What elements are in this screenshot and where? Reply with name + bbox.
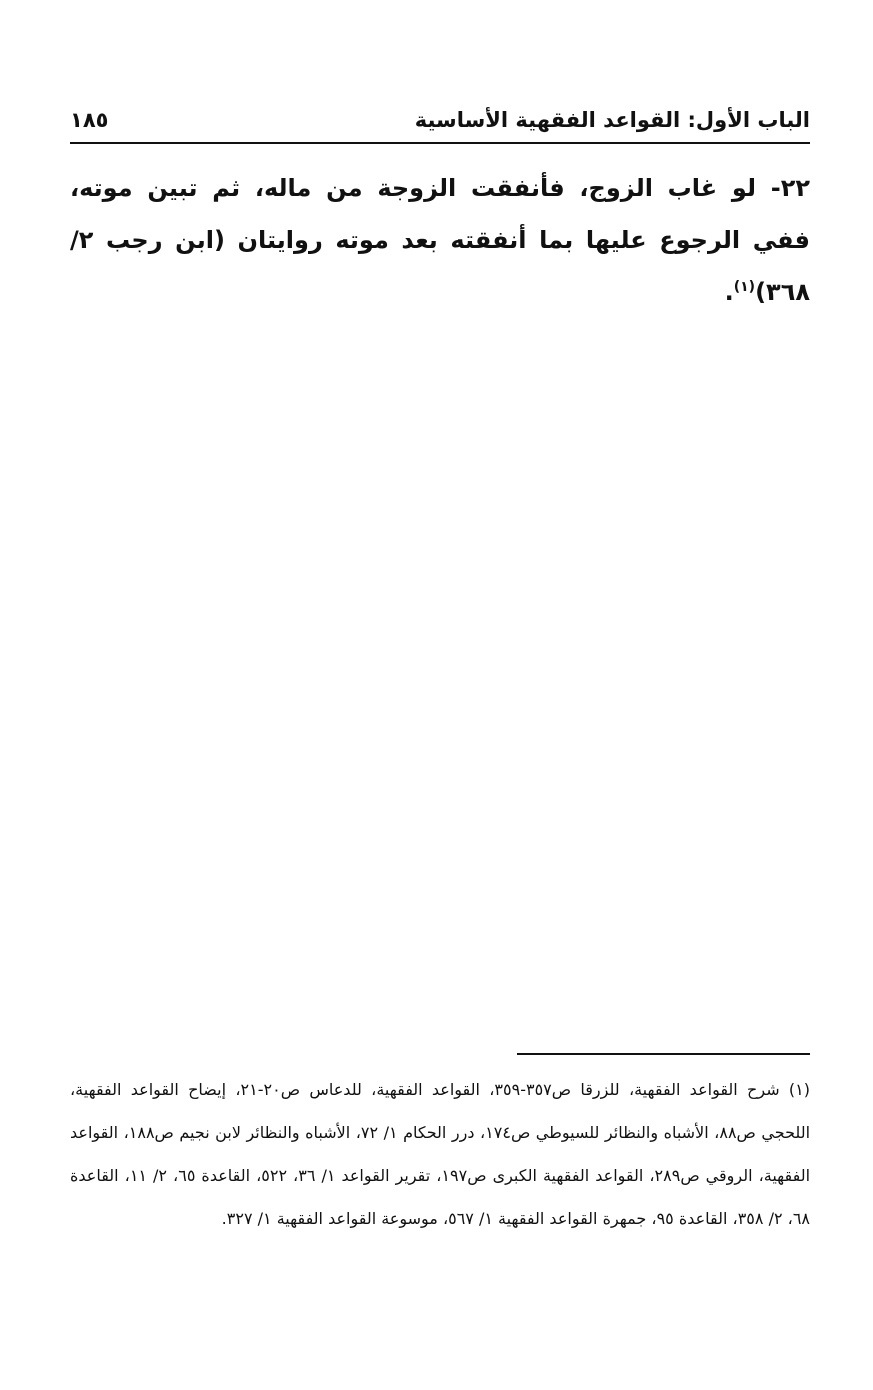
main-paragraph bbox=[70, 162, 810, 318]
page-number: ١٨٥ bbox=[70, 108, 109, 132]
header-rule bbox=[70, 142, 810, 144]
footnote bbox=[70, 1068, 810, 1240]
chapter-title: الباب الأول: القواعد الفقهية الأساسية bbox=[414, 108, 810, 132]
footnote-reference: (١) bbox=[733, 279, 756, 295]
running-header bbox=[70, 101, 810, 139]
footnote-separator bbox=[517, 1053, 810, 1055]
footnote-text: شرح القواعد الفقهية، للزرقا ص٣٥٧-٣٥٩، القواعد الفقهية، للدعاس ص٢٠-٢١، إيضاح القواعد الفقهية، اللحجي ص٨٨، الأشباه والنظائر للسيوطي ص١٧٤، درر الحكام ١/ ٧٢، الأشباه والنظائر لابن نجيم ص١٨٨، القواعد الفقهية، الروقي ص٢٨٩، القواعد الفقهية الكبرى ص١٩٧، تقرير القواعد ١/ ٣٦، ٥٢٢، القاعدة ٦٥، ٢/ ١١، القاعدة ٦٨، ٢/ ٣٥٨، القاعدة ٩٥، جمهرة القواعد الفقهية ١/ ٥٦٧، موسوعة القواعد الفقهية ١/ ٣٢٧. bbox=[70, 1080, 811, 1228]
paragraph-text: ٢٢- لو غاب الزوج، فأنفقت الزوجة من ماله، ثم تبين موته، ففي الرجوع عليها بما أنفقته بعد موته روايتان (ابن رجب ٢/ ٣٦٨) bbox=[70, 174, 810, 306]
paragraph-end-punctuation: . bbox=[724, 278, 734, 306]
footnote-marker: (١) bbox=[788, 1080, 810, 1099]
